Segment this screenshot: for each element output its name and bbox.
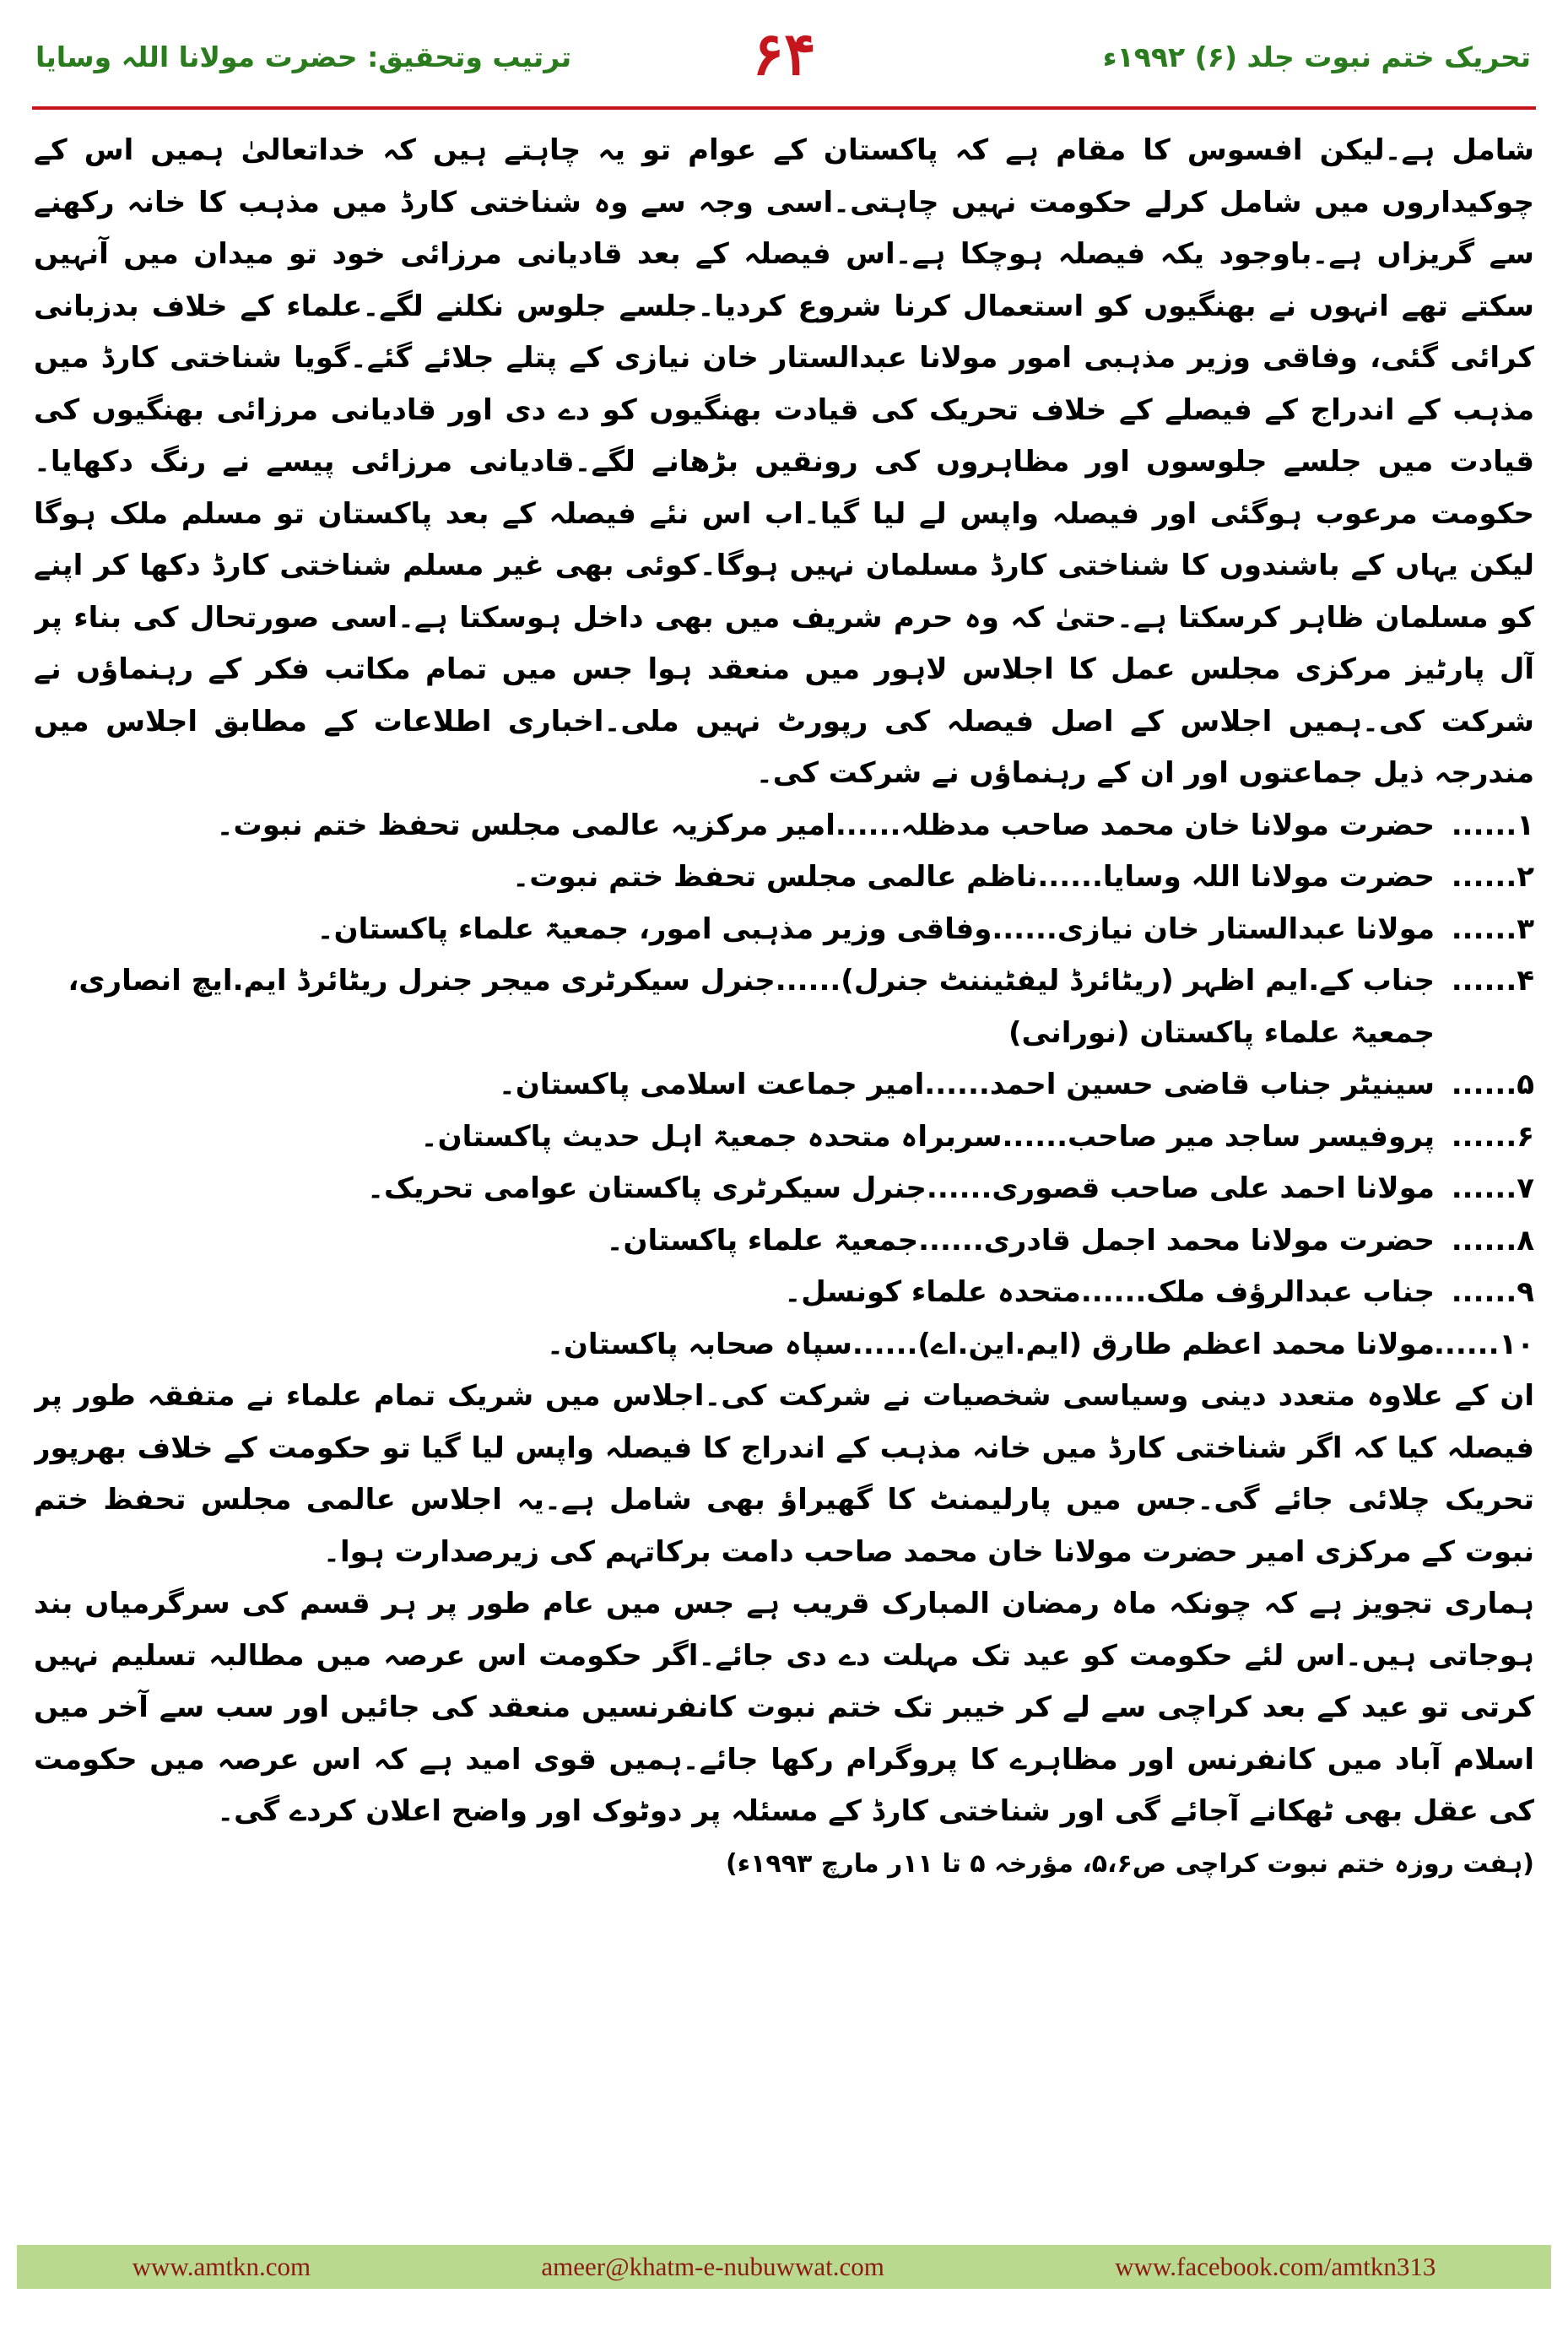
list-item-number: ۱۰......: [1433, 1327, 1534, 1361]
source-citation: (ہفت روزہ ختم نبوت کراچی ص۵،۶، مؤرخہ ۵ تا ۱۱ر مارچ ۱۹۹۳ء): [726, 1848, 1534, 1879]
list-item-text: جناب کے.ایم اظہر (ریٹائرڈ لیفٹیننٹ جنرل)......جنرل سیکرٹری میجر جنرل ریٹائرڈ ایم.ایچ انصاری، جمعیۃ علماء پاکستان (نورانی): [68, 964, 1435, 1050]
list-item-number: ۸......: [1451, 1223, 1534, 1258]
page-footer: [17, 2245, 1551, 2289]
page-header: [0, 0, 1568, 127]
list-item: [34, 1215, 1534, 1268]
list-item-number: ۷......: [1451, 1171, 1534, 1205]
page-number: ۶۴: [752, 19, 816, 89]
list-item: [34, 1163, 1534, 1215]
editor-credit: ترتیب وتحقیق: حضرت مولانا اللہ وسایا: [35, 41, 572, 73]
participants-list: [34, 800, 1534, 1371]
list-item-number: ۹......: [1451, 1275, 1534, 1309]
footer-facebook-link[interactable]: www.facebook.com/amtkn313: [1115, 2252, 1436, 2281]
paragraph-decision: ان کے علاوہ متعدد دینی وسیاسی شخصیات نے شرکت کی۔اجلاس میں شریک تمام علماء نے متفقہ طور پر فیصلہ کیا کہ اگر شناختی کارڈ میں خانہ مذہب کے اندراج کا فیصلہ واپس لیا گیا تو حکومت کے خلاف بھرپور تحریک چلائی جائے گی۔جس میں پارلیمنٹ کا گھیراؤ بھی شامل ہے۔یہ اجلاس عالمی مجلس تحفظ ختم نبوت کے مرکزی امیر حضرت مولانا خان محمد صاحب دامت برکاتہم کی زیرصدارت ہوا۔: [34, 1379, 1534, 1569]
list-item: [34, 852, 1534, 904]
list-item-text: مولانا احمد علی صاحب قصوری......جنرل سیکرٹری پاکستان عوامی تحریک۔: [367, 1171, 1435, 1205]
list-item-number: ۳......: [1451, 911, 1534, 946]
list-item-number: ۲......: [1451, 860, 1534, 894]
page-content: [34, 125, 1534, 2193]
list-item-text: جناب عبدالرؤف ملک......متحدہ علماء کونسل۔: [784, 1275, 1435, 1309]
header-divider: [32, 106, 1536, 110]
list-item: [34, 1267, 1534, 1319]
list-item-text: حضرت مولانا محمد اجمل قادری......جمعیۃ علماء پاکستان۔: [606, 1223, 1435, 1258]
list-item-text: سینیٹر جناب قاضی حسین احمد......امیر جماعت اسلامی پاکستان۔: [498, 1068, 1435, 1101]
list-item-number: ۵......: [1451, 1068, 1534, 1101]
list-item-text: حضرت مولانا اللہ وسایا......ناظم عالمی مجلس تحفظ ختم نبوت۔: [512, 860, 1435, 894]
list-item-number: ۱......: [1451, 808, 1534, 842]
list-item: [34, 800, 1534, 852]
list-item: [34, 904, 1534, 956]
paragraph-proposal: ہماری تجویز ہے کہ چونکہ ماہ رمضان المبارک قریب ہے جس میں عام طور پر ہر قسم کی سرگرمیاں بند ہوجاتی ہیں۔اس لئے حکومت کو عید تک مہلت دے دی جائے۔اگر حکومت اس عرصہ میں مطالبہ تسلیم نہیں کرتی تو عید کے بعد کراچی سے لے کر خیبر تک ختم نبوت کانفرنسیں منعقد کی جائیں اور سب سے آخر میں اسلام آباد میں کانفرنس اور مظاہرے کا پروگرام رکھا جائے۔ہمیں قوی امید ہے کہ اس عرصہ میں حکومت کی عقل بھی ٹھکانے آجائے گی اور شناختی کارڈ کے مسئلہ پر دوٹوک اور واضح اعلان کردے گی۔: [34, 1587, 1534, 1828]
list-item-number: ۶......: [1451, 1119, 1534, 1154]
footer-email-link[interactable]: ameer@khatm-e-nubuwwat.com: [541, 2252, 884, 2281]
footer-website-link[interactable]: www.amtkn.com: [132, 2252, 311, 2281]
list-item: [34, 955, 1534, 1059]
list-item-text: پروفیسر ساجد میر صاحب......سربراہ متحدہ جمعیۃ اہل حدیث پاکستان۔: [420, 1119, 1435, 1154]
list-item-text: مولانا عبدالستار خان نیازی......وفاقی وزیر مذہبی امور، جمعیۃ علماء پاکستان۔: [316, 911, 1435, 946]
list-item: [34, 1319, 1534, 1371]
list-item-text: مولانا محمد اعظم طارق (ایم.این.اے)......سپاہ صحابہ پاکستان۔: [546, 1327, 1435, 1361]
list-item: [34, 1112, 1534, 1164]
list-item: [34, 1059, 1534, 1112]
paragraph-intro: شامل ہے۔لیکن افسوس کا مقام ہے کہ پاکستان کے عوام تو یہ چاہتے ہیں کہ خداتعالیٰ ہمیں اس کے چوکیداروں میں شامل کرلے حکومت نہیں چاہتی۔اسی وجہ سے وہ شناختی کارڈ میں مذہب کا خانہ رکھنے سے گریزاں ہے۔باوجود یکہ فیصلہ ہوچکا ہے۔اس فیصلہ کے بعد قادیانی مرزائی خود تو میدان میں آنہیں سکتے تھے انہوں نے بھنگیوں کو استعمال کرنا شروع کردیا۔جلسے جلوس نکلنے لگے۔علماء کے خلاف بدزبانی کرائی گئی، وفاقی وزیر مذہبی امور مولانا عبدالستار خان نیازی کے پتلے جلائے گئے۔گویا شناختی کارڈ میں مذہب کے اندراج کے فیصلے کے خلاف تحریک کی قیادت بھنگیوں کو دے دی اور قادیانی مرزائی بھنگیوں کی قیادت میں جلسے جلوسوں اور مظاہروں کی رونقیں بڑھانے لگے۔قادیانی مرزائی پیسے نے رنگ دکھایا۔حکومت مرعوب ہوگئی اور فیصلہ واپس لے لیا گیا۔اب اس نئے فیصلہ کے بعد پاکستان تو مسلم ملک ہوگا لیکن یہاں کے باشندوں کا شناختی کارڈ مسلمان نہیں ہوگا۔کوئی بھی غیر مسلم شناختی کارڈ دکھا کر اپنے کو مسلمان ظاہر کرسکتا ہے۔حتیٰ کہ وہ حرم شریف میں بھی داخل ہوسکتا ہے۔اسی صورتحال کی بناء پر آل پارٹیز مرکزی مجلس عمل کا اجلاس لاہور میں منعقد ہوا جس میں تمام مکاتب فکر کے رہنماؤں نے شرکت کی۔ہمیں اجلاس کے اصل فیصلہ کی رپورٹ نہیں ملی۔اخباری اطلاعات کے مطابق اجلاس میں مندرجہ ذیل جماعتوں اور ان کے رہنماؤں نے شرکت کی۔: [34, 133, 1534, 790]
list-item-number: ۴......: [1451, 964, 1534, 998]
list-item-text: حضرت مولانا خان محمد صاحب مدظلہ......امیر مرکزیہ عالمی مجلس تحفظ ختم نبوت۔: [216, 808, 1435, 842]
book-title: تحریک ختم نبوت جلد (۶) ۱۹۹۲ء: [1102, 41, 1531, 73]
